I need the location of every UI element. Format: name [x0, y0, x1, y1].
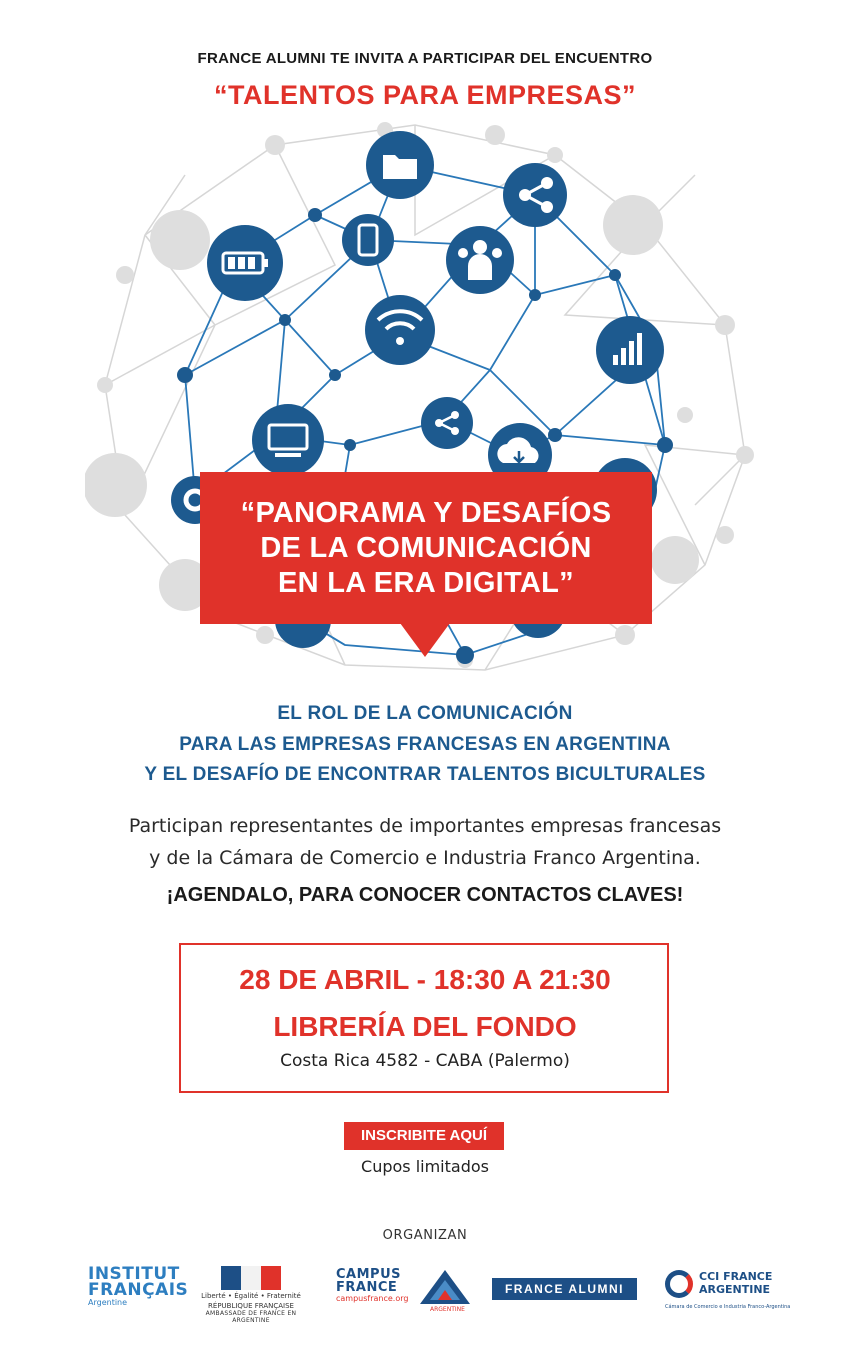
- subtitle-line-3: Y EL DESAFÍO DE ENCONTRAR TALENTOS BICULTURALES: [144, 764, 706, 785]
- french-flag-icon: [221, 1266, 281, 1290]
- embassy-motto: Liberté • Égalité • Fraternité: [201, 1292, 301, 1300]
- institut-line-2: FRANÇAIS: [88, 1280, 189, 1300]
- cci-france-argentine-logo: [665, 1268, 791, 1316]
- institut-line-3: Argentine: [88, 1298, 128, 1307]
- register-button[interactable]: INSCRIBITE AQUÍ: [344, 1122, 504, 1150]
- event-title: “TALENTOS PARA EMPRESAS”: [213, 80, 637, 110]
- embassy-name: AMBASSADE DE FRANCE EN ARGENTINE: [205, 1310, 297, 1324]
- event-venue: LIBRERÍA DEL FONDO: [273, 1011, 577, 1042]
- topic-line-1: “PANORAMA Y DESAFÍOS: [240, 496, 612, 529]
- embassy-logo: [190, 1266, 312, 1324]
- cci-line-1: CCI FRANCE: [699, 1270, 773, 1283]
- invite-text: FRANCE ALUMNI TE INVITA A PARTICIPAR DEL ENCUENTRO: [197, 50, 653, 67]
- campus-url: campusfrance.org: [336, 1294, 409, 1303]
- limited-spots-note: Cupos limitados: [361, 1157, 489, 1176]
- event-date-time: 28 DE ABRIL - 18:30 A 21:30: [239, 964, 611, 995]
- banner-pointer: [400, 623, 450, 657]
- organizers-label: ORGANIZAN: [382, 1228, 468, 1243]
- event-address: Costa Rica 4582 - CABA (Palermo): [280, 1051, 570, 1071]
- monitor-icon: [252, 404, 324, 476]
- phone-icon: [342, 214, 394, 266]
- topic-line-2: DE LA COMUNICACIÓN: [260, 531, 592, 564]
- topic-line-3: EN LA ERA DIGITAL”: [278, 566, 574, 599]
- topic-banner: [200, 472, 652, 624]
- call-to-action: ¡AGENDALO, PARA CONOCER CONTACTOS CLAVES!: [166, 884, 684, 906]
- campus-line-2: FRANCE: [336, 1280, 398, 1295]
- campus-france-pyramid-icon: [418, 1268, 472, 1306]
- institut-line-1: INSTITUT: [88, 1264, 180, 1284]
- subtitle-line-2: PARA LAS EMPRESAS FRANCESAS EN ARGENTINA: [179, 734, 671, 755]
- campus-line-1: CAMPUS: [336, 1267, 401, 1282]
- subtitle-line-1: EL ROL DE LA COMUNICACIÓN: [277, 703, 573, 724]
- share-icon: [503, 163, 567, 227]
- cci-mark-icon: [665, 1270, 693, 1298]
- embassy-republic: RÉPUBLIQUE FRANÇAISE: [208, 1302, 294, 1310]
- france-alumni-logo: FRANCE ALUMNI: [492, 1278, 637, 1300]
- description-line-1: Participan representantes de importantes empresas francesas: [128, 815, 722, 837]
- campus-france-logo: [336, 1268, 472, 1316]
- share-icon: [421, 397, 473, 449]
- description-line-2: y de la Cámara de Comercio e Industria Franco Argentina.: [149, 847, 701, 869]
- wifi-icon: [365, 295, 435, 365]
- institut-francais-logo: [88, 1264, 189, 1318]
- campus-country: ARGENTINE: [430, 1306, 465, 1313]
- cci-line-2: ARGENTINE: [699, 1283, 771, 1296]
- cci-tagline: Cámara de Comercio e Industria Franco-Argentina: [665, 1304, 791, 1310]
